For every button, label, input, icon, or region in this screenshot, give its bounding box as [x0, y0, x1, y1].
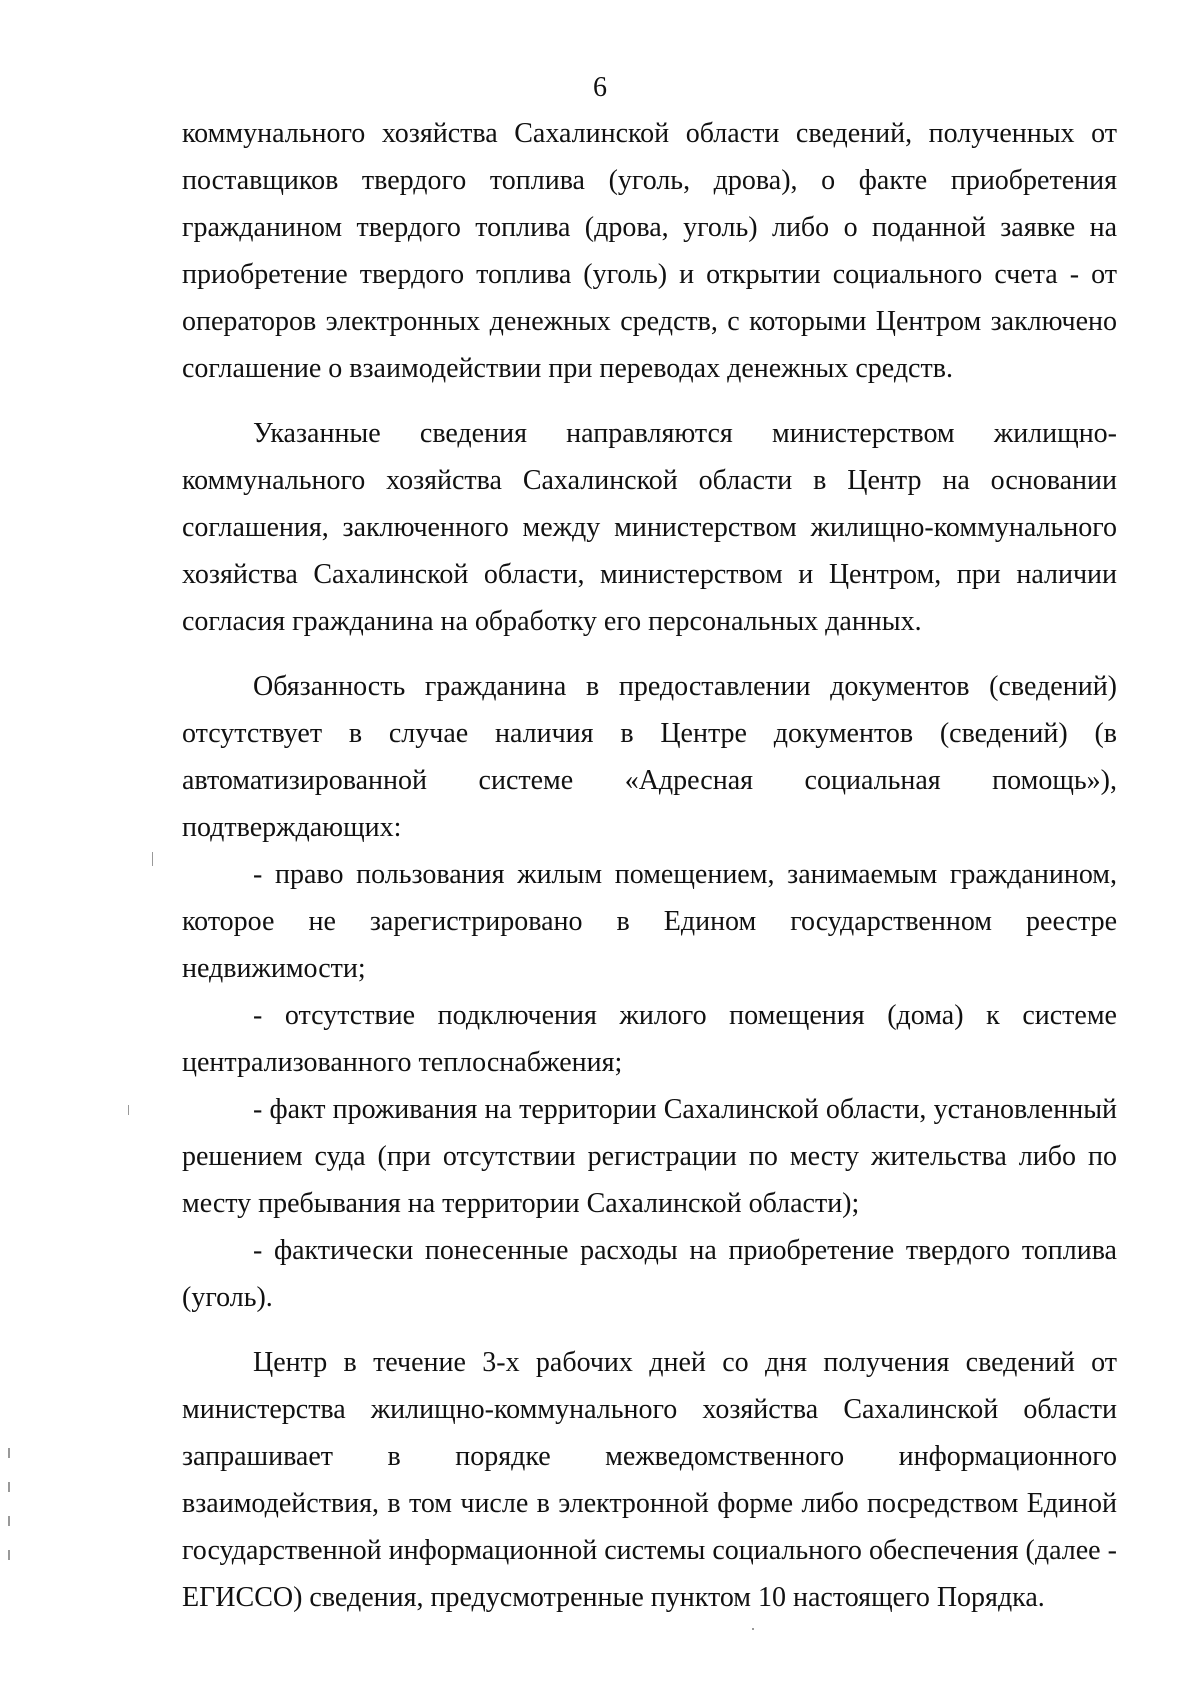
scan-artifact-mark — [8, 1482, 10, 1492]
page-number: 6 — [593, 72, 607, 103]
paragraph-data-transfer: Указанные сведения направляются министерством жилищно-коммунального хозяйства Сахалинской области в Центр на основании соглашения, заключенного между министерством жилищно-коммунального хозяйства Сахалинской области, министерством и Центром, при наличии согласия гражданина на обработку его персональных данных. — [182, 418, 1117, 637]
scan-artifact-mark — [8, 1550, 10, 1560]
scan-artifact-mark — [152, 852, 153, 866]
paragraph-center-request: Центр в течение 3-х рабочих дней со дня получения сведений от министерства жилищно-коммунального хозяйства Сахалинской области запрашивает в порядке межведомственного информационного взаимодействия, в том числе в электронной форме либо посредством Единой государственной информационной системы социального обеспечения (далее - ЕГИССО) сведения, предусмотренные пунктом 10 настоящего Порядка. — [182, 1347, 1117, 1613]
list-item-fuel-expenses: - фактически понесенные расходы на приобретение твердого топлива (уголь). — [182, 1235, 1117, 1313]
scan-artifact-mark — [8, 1516, 10, 1526]
list-item-housing-right: - право пользования жилым помещением, занимаемым гражданином, которое не зарегистрировано в Едином государственном реестре недвижимости; — [182, 859, 1117, 984]
paragraph-continuation: коммунального хозяйства Сахалинской области сведений, полученных от поставщиков твердого топлива (уголь, дрова), о факте приобретения гражданином твердого топлива (дрова, уголь) либо о поданной заявке на приобретение твердого топлива (уголь) и открытии социального счета - от операторов электронных денежных средств, с которыми Центром заключено соглашение о взаимодействии при переводах денежных средств. — [182, 118, 1117, 384]
scan-artifact-mark — [8, 1448, 10, 1458]
list-item-no-heating: - отсутствие подключения жилого помещения (дома) к системе централизованного теплоснабжения; — [182, 1000, 1117, 1078]
scan-artifact-mark — [128, 1105, 129, 1115]
document-body — [182, 110, 1117, 1639]
scan-artifact-mark — [752, 1628, 754, 1630]
paragraph-obligation: Обязанность гражданина в предоставлении документов (сведений) отсутствует в случае наличия в Центре документов (сведений) (в автоматизированной системе «Адресная социальная помощь»), подтверждающих: — [182, 671, 1117, 843]
list-item-residence-fact: - факт проживания на территории Сахалинской области, установленный решением суда (при отсутствии регистрации по месту жительства либо по месту пребывания на территории Сахалинской области); — [182, 1094, 1117, 1219]
